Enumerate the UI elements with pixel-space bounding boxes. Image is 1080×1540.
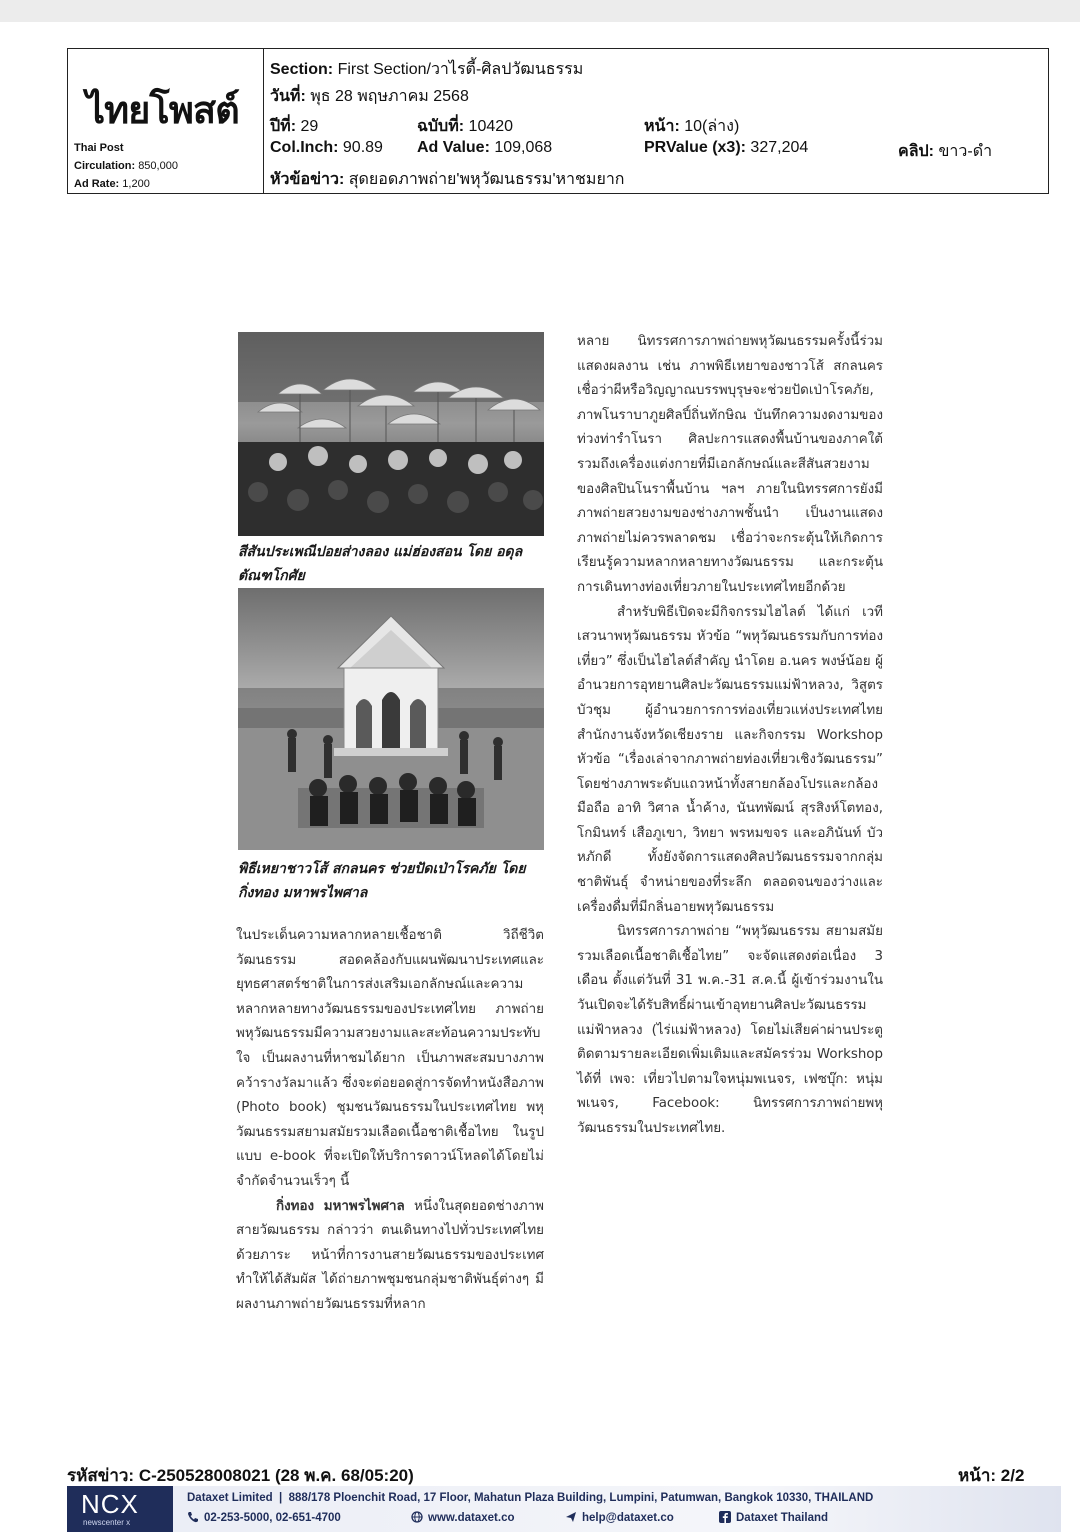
article-paragraph: หลาย นิทรรศการภาพถ่ายพหุวัฒนธรรมครั้งนี้ร่วมแสดงผลงาน เช่น ภาพพิธีเหยาของชาวโส้ สกลนครเชื่อว่าผีหรือวิญญาณบรรพบุรุษจะช่วยปัดเป่าโรคภัย, ภาพโนราบาภูยศิลปิ์ถิ่นทักษิณ บันทึกความงดงามของท่วงท่ารำโนรา ศิลปะการแสดงพื้นบ้านของภาคใต้ รวมถึงเครื่องแต่งกายที่มีเอกลักษณ์และสีสันสวยงามของศิลปินโนราพื้นบ้าน ฯลฯ ภายในนิทรรศการยังมีภาพถ่ายสวยงามของช่างภาพชั้นนำ เป็นงานแสดงภาพถ่ายไม่ควรพลาดชม เชื่อว่าจะกระตุ้นให้เกิดการเรียนรู้ความหลากหลายทางวัฒนธรรม และกระตุ้นการเดินทางท่องเที่ยวภายในประเทศไทยอีกด้วย xyxy=(577,334,883,595)
section-row: Section: First Section/วาไรตี้-ศิลปวัฒนธรรม xyxy=(270,61,584,78)
send-icon xyxy=(565,1511,577,1523)
page-indicator: หน้า: 2/2 xyxy=(958,1466,1025,1485)
news-code: รหัสข่าว: C-250528008021 (28 พ.ค. 68/05:20) xyxy=(67,1466,414,1485)
ncx-logo: NCX newscenter x xyxy=(67,1486,173,1532)
date-row: วันที่: พุธ 28 พฤษภาคม 2568 xyxy=(270,88,469,105)
article-paragraph: ในประเด็นความหลากหลายเชื้อชาติ วิถีชีวิต วัฒนธรรม สอดคล้องกับแผนพัฒนาประเทศและยุทธศาสตร์ชาติในการส่งเสริมเอกลักษณ์และความหลากหลายทางวัฒนธรรมของประเทศไทย ภาพถ่ายพหุวัฒนธรรมมีความสวยงามและสะท้อนความประทับใจ เป็นผลงานที่หาชมได้ยาก เป็นภาพสะสมบางภาพคว้ารางวัลมาแล้ว ซึ่งจะต่อยอดสู่การจัดทำหนังสือภาพ (Photo book) ชุมชนวัฒนธรรมในประเทศไทย พหุวัฒนธรรมสยามสมัยรวมเลือดเนื้อชาติเชื้อไทย ในรูปแบบ e-book ที่จะเปิดให้บริการดาวน์โหลดได้โดยไม่จำกัดจำนวนเร็วๆ นี้ xyxy=(236,928,544,1189)
footer-facebook[interactable]: Dataxet Thailand xyxy=(719,1511,828,1524)
prvalue-cell: PRValue (x3): 327,204 xyxy=(644,139,809,156)
colinch-cell: Col.Inch: 90.89 xyxy=(270,139,383,156)
clipping-header xyxy=(67,48,1049,194)
issue-cell: ฉบับที่: 10420 xyxy=(417,118,514,135)
festival-photo xyxy=(238,332,544,536)
temple-ritual-photo xyxy=(238,588,544,850)
article-paragraph: นิทรรศการภาพถ่าย “พหุวัฒนธรรม สยามสมัย รวมเลือดเนื้อชาติเชื้อไทย” จะจัดแสดงต่อเนื่อง 3 เดือน ตั้งแต่วันที่ 31 พ.ค.-31 ส.ค.นี้ ผู้เข้าร่วมงานในวันเปิดจะได้รับสิทธิ์ผ่านเข้าอุทยานศิลปะวัฒนธรรมแม่ฟ้าหลวง (ไร่แม่ฟ้าหลวง) โดยไม่เสียค่าผ่านประตู ติดตามรายละเอียดเพิ่มเติมและสมัครร่วม Workshop ได้ที่ เพจ: เที่ยวไปตามใจหนุ่มพเนจร, เฟซบุ๊ก: หนุ่ม พเนจร, Facebook: นิทรรศการภาพถ่ายพหุวัฒนธรรมในประเทศไทย. xyxy=(577,924,883,1136)
temple-ritual-photo-image xyxy=(238,588,544,850)
facebook-icon xyxy=(719,1511,731,1523)
photo1-caption: สีสันประเพณีปอยส่างลอง แม่ฮ่องสอน โดย อดุล ตัณฑโกศัย xyxy=(238,544,523,584)
article-left-column xyxy=(236,924,544,1318)
phone-icon xyxy=(187,1511,199,1523)
publication-name: Thai Post xyxy=(74,142,124,154)
page-cell: หน้า: 10(ล่าง) xyxy=(644,118,740,135)
globe-icon xyxy=(411,1511,423,1523)
year-cell: ปีที่: 29 xyxy=(270,118,319,135)
ad-rate: Ad Rate: 1,200 xyxy=(74,178,150,190)
article-paragraph: กิ่งทอง มหาพรไพศาล หนึ่งในสุดยอดช่างภาพสายวัฒนธรรม กล่าวว่า ตนเดินทางไปทั่วประเทศไทยด้วยภาระ หน้าที่การงานสายวัฒนธรรมของประเทศ ทำให้ได้สัมผัส ได้ถ่ายภาพชุมชนกลุ่มชาติพันธุ์ต่างๆ มีผลงานภาพถ่ายวัฒนธรรมที่หลาก xyxy=(236,1198,544,1312)
top-scrollbar-strip xyxy=(0,0,1080,22)
thaipost-logo: ไทยโพสต์ xyxy=(86,88,239,132)
footer-banner xyxy=(67,1486,1061,1532)
clipping-meta xyxy=(264,49,1048,193)
company-address: Dataxet Limited | 888/178 Ploenchit Road, 17 Floor, Mahatun Plaza Building, Lumpini, Patumwan, Bangkok 10330, THAILAND xyxy=(187,1492,874,1504)
advalue-cell: Ad Value: 109,068 xyxy=(417,139,553,156)
footer-phone: 02-253-5000, 02-651-4700 xyxy=(187,1511,341,1524)
footer-email[interactable]: help@dataxet.co xyxy=(565,1511,674,1524)
article-right-column xyxy=(577,330,883,1142)
headline-row: หัวข้อข่าว: สุดยอดภาพถ่าย'พหุวัฒนธรรม'หาชมยาก xyxy=(270,171,625,188)
photographer-name: กิ่งทอง มหาพรไพศาล xyxy=(276,1198,405,1214)
circulation: Circulation: 850,000 xyxy=(74,160,178,172)
photo2-caption: พิธีเหยาชาวโส้ สกลนคร ช่วยปัดเป่าโรคภัย โดย กิ่งทอง มหาพรไพศาล xyxy=(238,861,526,901)
festival-photo-image xyxy=(238,332,544,536)
footer-website[interactable]: www.dataxet.co xyxy=(411,1511,515,1524)
publication-box xyxy=(68,49,264,193)
clip-cell: คลิป: ขาว-ดำ xyxy=(898,143,993,160)
article-paragraph: สำหรับพิธีเปิดจะมีกิจกรรมไฮไลต์ ได้แก่ เวทีเสวนาพหุวัฒนธรรม หัวข้อ “พหุวัฒนธรรมกับการท่องเที่ยว” ซึ่งเป็นไฮไลต์สำคัญ นำโดย อ.นคร พงษ์น้อย ผู้อำนวยการอุทยานศิลปะวัฒนธรรมแม่ฟ้าหลวง, วิสูตร บัวชุม ผู้อำนวยการการท่องเที่ยวแห่งประเทศไทย สำนักงานจังหวัดเชียงราย และกิจกรรม Workshop หัวข้อ “เรื่องเล่าจากภาพถ่ายท่องเที่ยวเชิงวัฒนธรรม” โดยช่างภาพระดับแถวหน้าทั้งสายกล้องโปรและกล้องมือถือ อาทิ วิศาล น้ำค้าง, นันทพัฒน์ สุรสิงห์โตทอง, โกมินทร์ เสือภูเขา, วิทยา พรหมขจร และอภินันท์ บัวหภักดี ทั้งยังจัดการแสดงศิลปวัฒนธรรมจากกลุ่มชาติพันธุ์ จำหน่ายของที่ระลึก ตลอดจนของว่างและเครื่องดื่มที่มีกลิ่นอายพหุวัฒนธรรม xyxy=(577,604,883,915)
